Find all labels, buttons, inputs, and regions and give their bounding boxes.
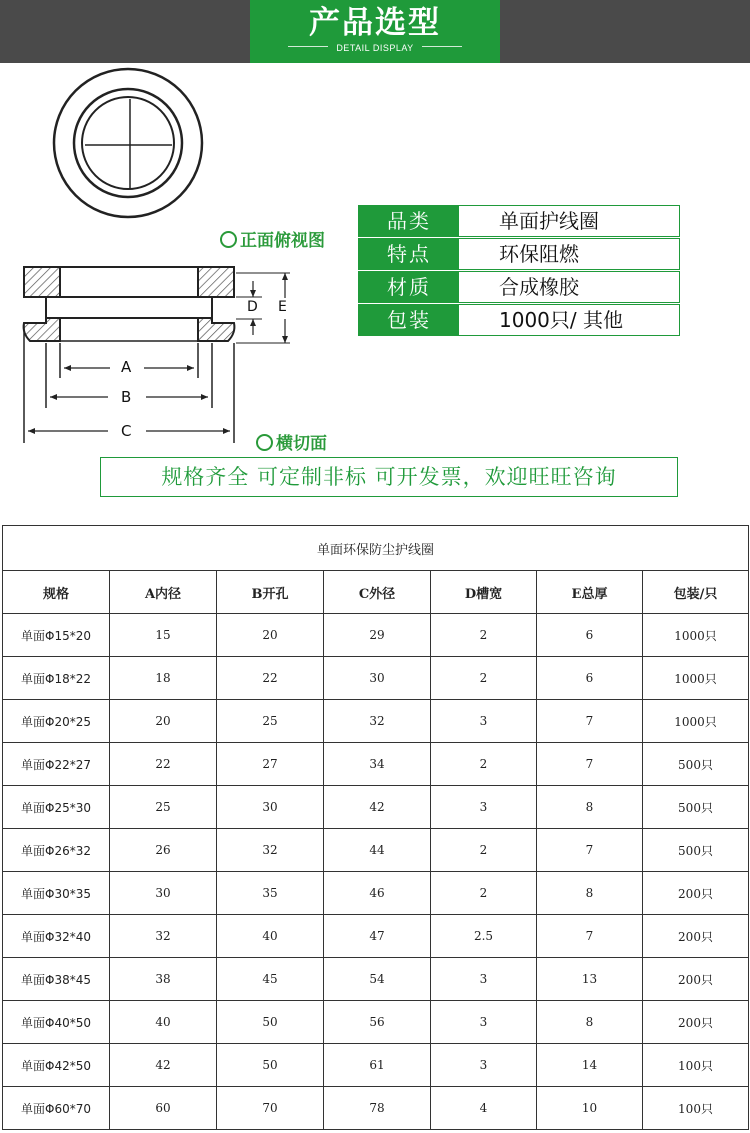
front-view-label xyxy=(220,226,325,251)
column-header: A内径 xyxy=(110,571,217,614)
table-row xyxy=(3,1087,749,1130)
table-cell: 45 xyxy=(217,958,324,1001)
table-cell: 35 xyxy=(217,872,324,915)
table-cell: 200只 xyxy=(643,1001,749,1044)
table-cell: 44 xyxy=(324,829,431,872)
table-cell: 7 xyxy=(537,743,643,786)
section-label xyxy=(256,429,327,454)
column-header: C外径 xyxy=(324,571,431,614)
table-cell: 3 xyxy=(431,1001,537,1044)
table-cell: 29 xyxy=(324,614,431,657)
table-cell: 34 xyxy=(324,743,431,786)
table-cell: 42 xyxy=(110,1044,217,1087)
table-cell: 单面Φ22*27 xyxy=(3,743,110,786)
table-cell: 22 xyxy=(217,657,324,700)
spec-key: 特点 xyxy=(359,239,459,269)
table-cell: 8 xyxy=(537,1001,643,1044)
table-cell: 500只 xyxy=(643,743,749,786)
table-row xyxy=(3,1044,749,1087)
table-cell: 200只 xyxy=(643,872,749,915)
page-title: 产品选型 xyxy=(309,5,441,41)
table-cell: 3 xyxy=(431,1044,537,1087)
table-cell: 2 xyxy=(431,614,537,657)
dimension-label-e: E xyxy=(278,299,287,315)
table-row xyxy=(3,872,749,915)
size-table xyxy=(2,525,749,1130)
table-cell: 单面Φ30*35 xyxy=(3,872,110,915)
table-cell: 54 xyxy=(324,958,431,1001)
table-cell: 14 xyxy=(537,1044,643,1087)
dimension-label-a: A xyxy=(121,358,132,376)
table-cell: 2 xyxy=(431,657,537,700)
table-cell: 47 xyxy=(324,915,431,958)
table-cell: 7 xyxy=(537,829,643,872)
dimension-label-d: D xyxy=(247,299,258,315)
table-cell: 30 xyxy=(110,872,217,915)
column-header: D槽宽 xyxy=(431,571,537,614)
table-cell: 单面Φ26*32 xyxy=(3,829,110,872)
table-cell: 500只 xyxy=(643,829,749,872)
table-cell: 4 xyxy=(431,1087,537,1130)
table-cell: 200只 xyxy=(643,958,749,1001)
column-header: 规格 xyxy=(3,571,110,614)
column-header: 包装/只 xyxy=(643,571,749,614)
front-view-label-text: 正面俯视图 xyxy=(240,231,325,251)
table-row xyxy=(3,786,749,829)
spec-value: 环保阻燃 xyxy=(499,242,579,266)
table-cell: 26 xyxy=(110,829,217,872)
table-cell: 50 xyxy=(217,1044,324,1087)
table-cell: 27 xyxy=(217,743,324,786)
table-cell: 3 xyxy=(431,700,537,743)
table-cell: 1000只 xyxy=(643,614,749,657)
header-title-block xyxy=(250,0,500,63)
spec-row xyxy=(358,271,680,303)
spec-key: 材质 xyxy=(359,272,459,302)
table-cell: 78 xyxy=(324,1087,431,1130)
table-cell: 40 xyxy=(217,915,324,958)
table-cell: 500只 xyxy=(643,786,749,829)
table-cell: 100只 xyxy=(643,1087,749,1130)
table-cell: 32 xyxy=(324,700,431,743)
column-header: E总厚 xyxy=(537,571,643,614)
spec-box xyxy=(358,205,680,337)
slogan-banner: 规格齐全 可定制非标 可开发票，欢迎旺旺咨询 xyxy=(100,457,678,497)
table-cell: 30 xyxy=(324,657,431,700)
table-row xyxy=(3,1001,749,1044)
table-cell: 20 xyxy=(217,614,324,657)
circle-bullet-icon xyxy=(256,434,273,451)
table-cell: 10 xyxy=(537,1087,643,1130)
table-cell: 56 xyxy=(324,1001,431,1044)
table-caption: 单面环保防尘护线圈 xyxy=(3,526,749,571)
table-cell: 40 xyxy=(110,1001,217,1044)
table-cell: 单面Φ20*25 xyxy=(3,700,110,743)
table-cell: 6 xyxy=(537,614,643,657)
table-cell: 25 xyxy=(110,786,217,829)
table-cell: 单面Φ40*50 xyxy=(3,1001,110,1044)
table-cell: 25 xyxy=(217,700,324,743)
column-header: B开孔 xyxy=(217,571,324,614)
table-header-row xyxy=(3,571,749,614)
header-banner xyxy=(0,0,750,63)
dimension-label-c: C xyxy=(121,422,132,440)
table-row xyxy=(3,743,749,786)
spec-table xyxy=(2,525,748,1130)
table-row xyxy=(3,614,749,657)
table-cell: 3 xyxy=(431,958,537,1001)
table-cell: 200只 xyxy=(643,915,749,958)
table-cell: 15 xyxy=(110,614,217,657)
table-cell: 42 xyxy=(324,786,431,829)
spec-row xyxy=(358,205,680,237)
front-view-rings xyxy=(54,69,202,217)
table-cell: 单面Φ32*40 xyxy=(3,915,110,958)
table-cell: 20 xyxy=(110,700,217,743)
table-row xyxy=(3,657,749,700)
section-label-text: 横切面 xyxy=(276,434,327,454)
table-cell: 8 xyxy=(537,786,643,829)
table-cell: 7 xyxy=(537,915,643,958)
table-cell: 70 xyxy=(217,1087,324,1130)
table-cell: 单面Φ15*20 xyxy=(3,614,110,657)
spec-value: 1000只/ 其他 xyxy=(499,308,623,332)
dimension-label-b: B xyxy=(121,388,132,406)
table-row xyxy=(3,958,749,1001)
table-cell: 单面Φ25*30 xyxy=(3,786,110,829)
table-cell: 38 xyxy=(110,958,217,1001)
table-cell: 6 xyxy=(537,657,643,700)
table-cell: 单面Φ18*22 xyxy=(3,657,110,700)
table-cell: 2 xyxy=(431,743,537,786)
table-cell: 60 xyxy=(110,1087,217,1130)
circle-bullet-icon xyxy=(220,231,237,248)
spec-value: 合成橡胶 xyxy=(499,275,579,299)
spec-key: 品类 xyxy=(359,206,459,236)
table-cell: 2 xyxy=(431,872,537,915)
table-cell: 61 xyxy=(324,1044,431,1087)
table-cell: 单面Φ60*70 xyxy=(3,1087,110,1130)
spec-value: 单面护线圈 xyxy=(499,209,599,233)
table-cell: 单面Φ42*50 xyxy=(3,1044,110,1087)
table-cell: 30 xyxy=(217,786,324,829)
table-cell: 22 xyxy=(110,743,217,786)
table-cell: 1000只 xyxy=(643,700,749,743)
spec-row xyxy=(358,238,680,270)
spec-row xyxy=(358,304,680,336)
table-row xyxy=(3,915,749,958)
page-subtitle: DETAIL DISPLAY xyxy=(336,43,414,53)
table-cell: 46 xyxy=(324,872,431,915)
table-cell: 32 xyxy=(110,915,217,958)
table-cell: 8 xyxy=(537,872,643,915)
table-cell: 18 xyxy=(110,657,217,700)
table-cell: 100只 xyxy=(643,1044,749,1087)
table-cell: 2.5 xyxy=(431,915,537,958)
cross-section-drawing xyxy=(24,267,290,443)
table-cell: 3 xyxy=(431,786,537,829)
table-body xyxy=(3,614,749,1130)
table-cell: 50 xyxy=(217,1001,324,1044)
spec-key: 包装 xyxy=(359,305,459,335)
table-cell: 1000只 xyxy=(643,657,749,700)
table-row xyxy=(3,700,749,743)
table-row xyxy=(3,829,749,872)
table-cell: 2 xyxy=(431,829,537,872)
table-cell: 7 xyxy=(537,700,643,743)
table-cell: 13 xyxy=(537,958,643,1001)
table-cell: 32 xyxy=(217,829,324,872)
table-cell: 单面Φ38*45 xyxy=(3,958,110,1001)
